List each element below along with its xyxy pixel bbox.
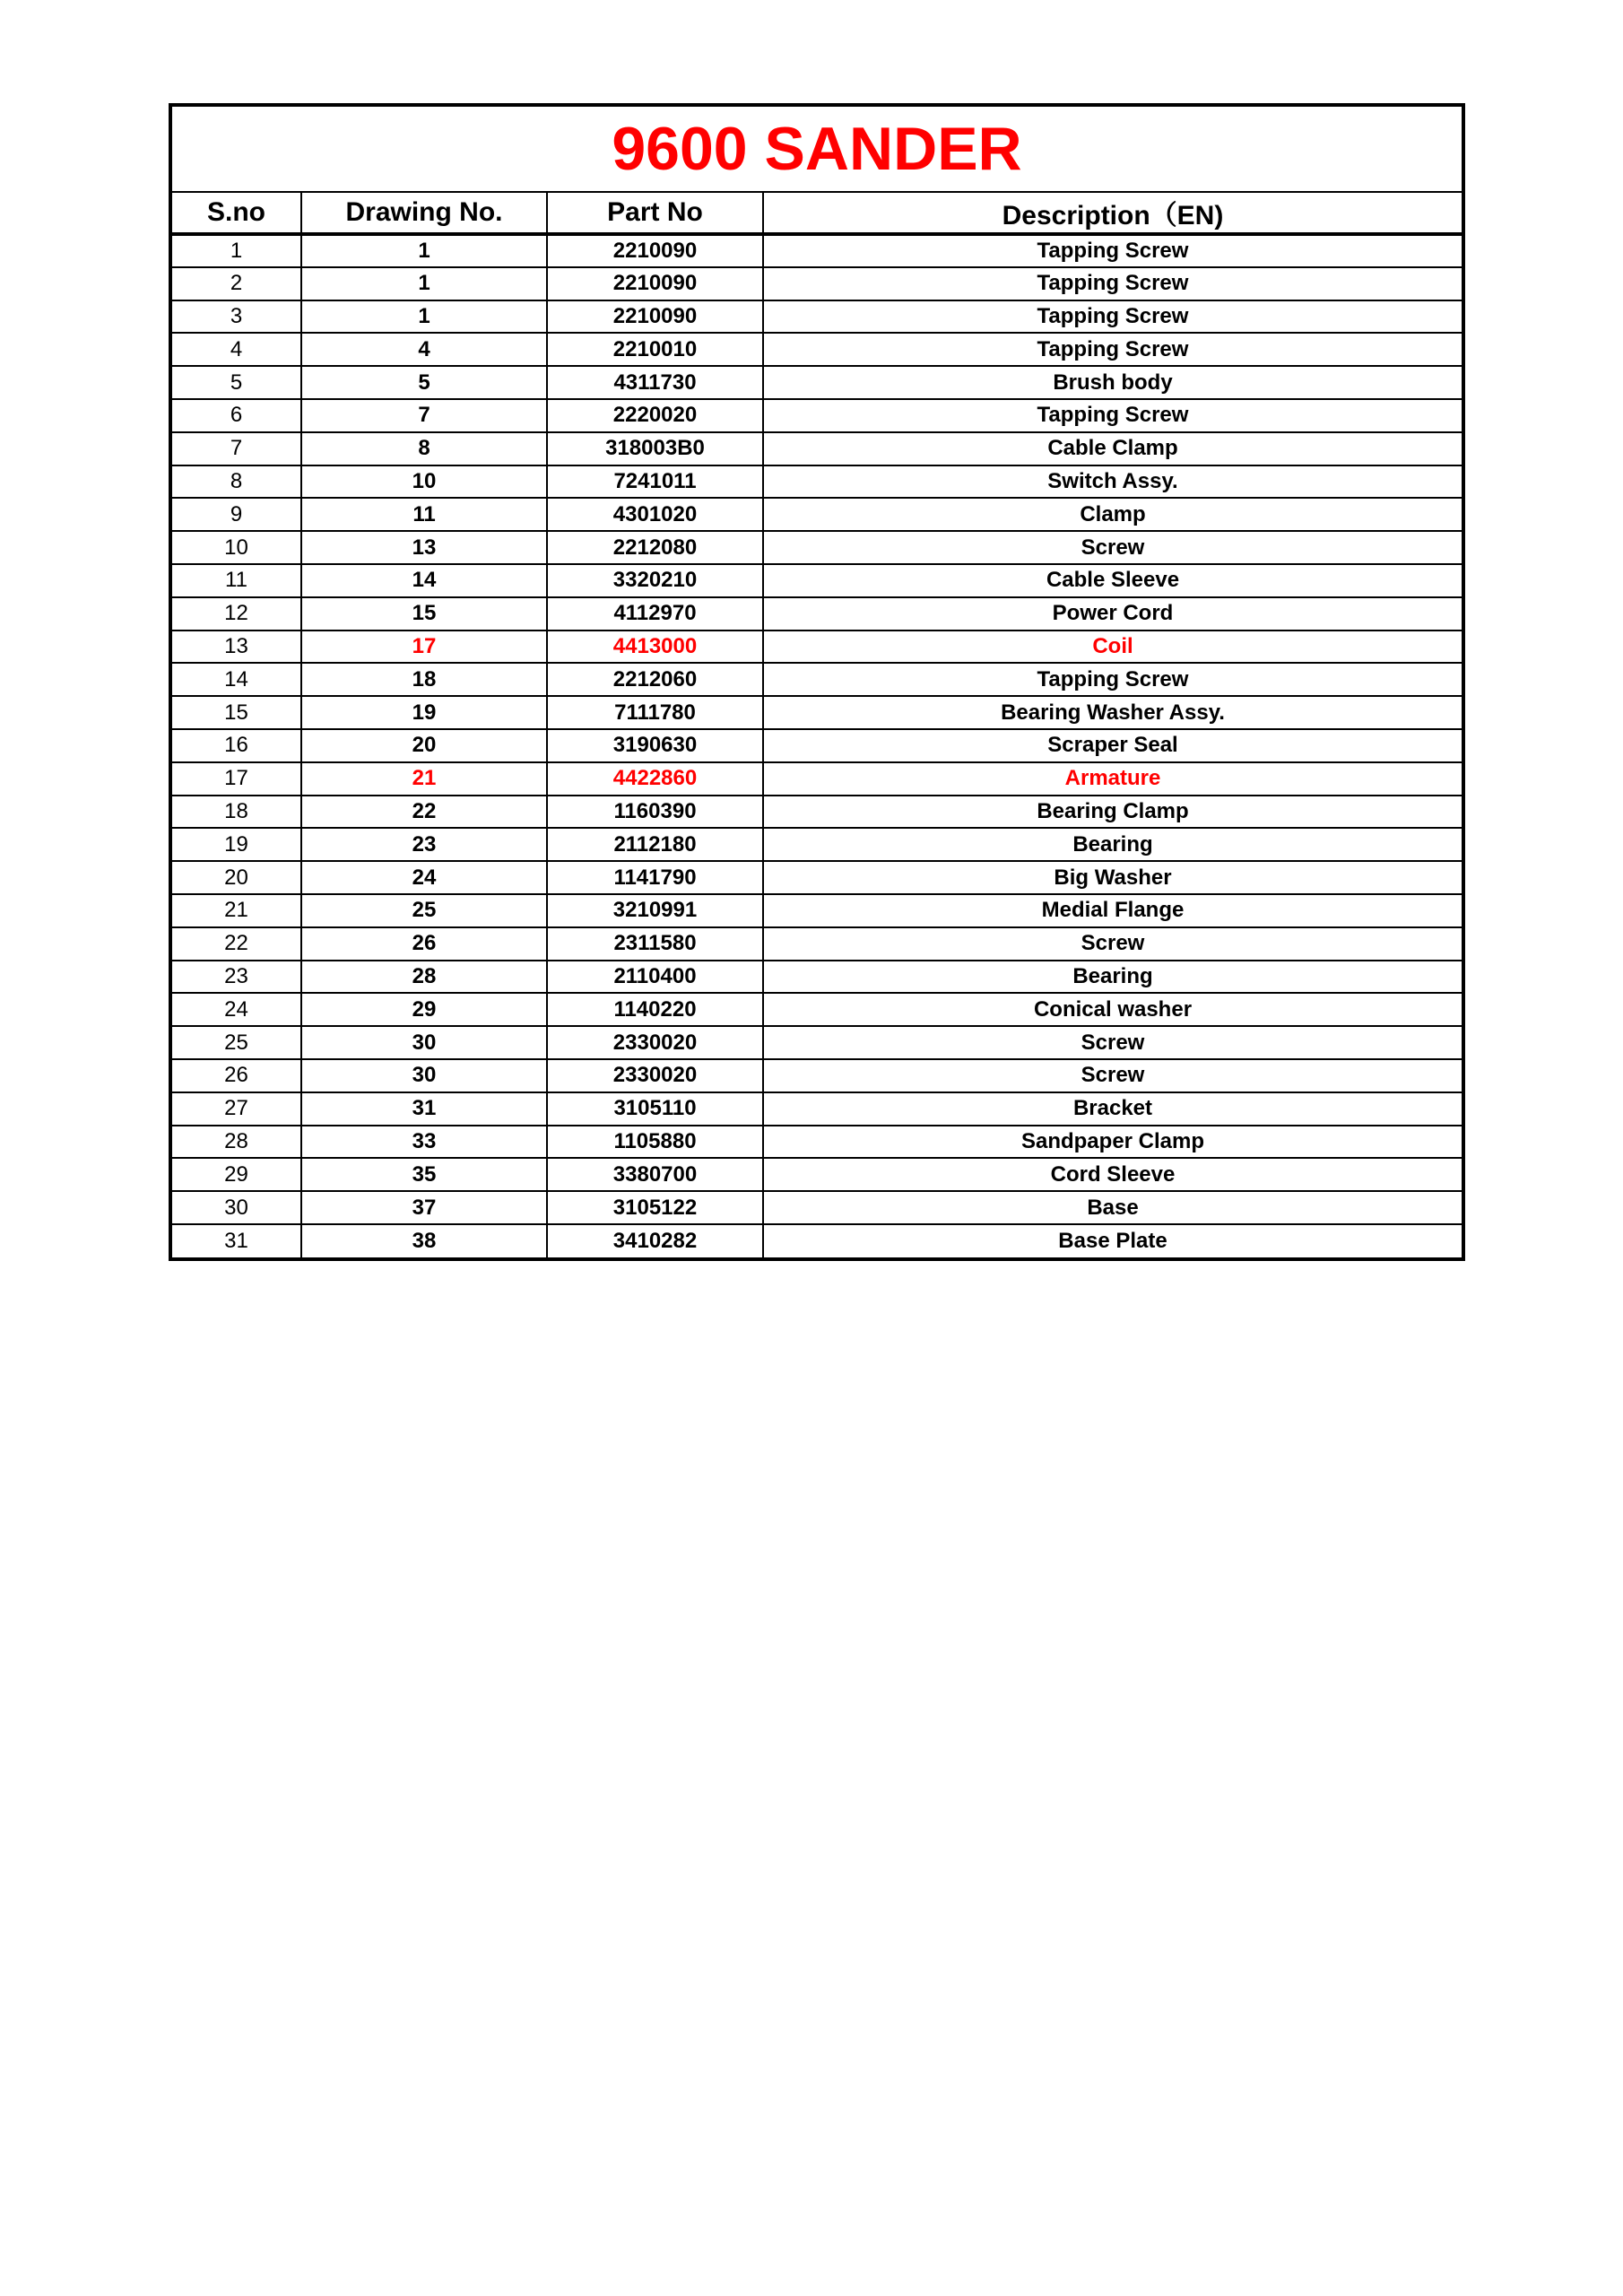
sno-cell: 19 bbox=[172, 828, 301, 861]
sno-cell: 2 bbox=[172, 267, 301, 300]
drawing-no-cell: 4 bbox=[301, 333, 547, 366]
sno-cell: 16 bbox=[172, 729, 301, 762]
description-cell: Switch Assy. bbox=[763, 465, 1462, 499]
description-cell: Bearing bbox=[763, 828, 1462, 861]
description-cell: Tapping Screw bbox=[763, 300, 1462, 334]
drawing-no-cell: 37 bbox=[301, 1191, 547, 1224]
parts-list-sheet bbox=[169, 103, 1465, 1261]
table-header bbox=[172, 193, 1462, 234]
drawing-no-cell: 31 bbox=[301, 1092, 547, 1126]
table-row bbox=[172, 1224, 1462, 1257]
part-no-cell: 2212080 bbox=[547, 531, 763, 564]
header-row bbox=[172, 193, 1462, 234]
drawing-no-cell: 21 bbox=[301, 762, 547, 796]
sno-cell: 13 bbox=[172, 631, 301, 664]
part-no-cell: 2330020 bbox=[547, 1026, 763, 1059]
title-row bbox=[172, 107, 1462, 193]
table-row bbox=[172, 762, 1462, 796]
description-cell: Power Cord bbox=[763, 597, 1462, 631]
table-row bbox=[172, 631, 1462, 664]
description-cell: Scraper Seal bbox=[763, 729, 1462, 762]
description-cell: Conical washer bbox=[763, 993, 1462, 1026]
drawing-no-cell: 13 bbox=[301, 531, 547, 564]
table-row bbox=[172, 300, 1462, 334]
drawing-no-cell: 1 bbox=[301, 300, 547, 334]
part-no-cell: 3410282 bbox=[547, 1224, 763, 1257]
table-row bbox=[172, 234, 1462, 267]
sno-cell: 18 bbox=[172, 796, 301, 829]
description-cell: Bracket bbox=[763, 1092, 1462, 1126]
part-no-cell: 4311730 bbox=[547, 366, 763, 399]
part-no-cell: 3320210 bbox=[547, 564, 763, 597]
sno-cell: 30 bbox=[172, 1191, 301, 1224]
drawing-no-cell: 1 bbox=[301, 234, 547, 267]
description-cell: Cable Clamp bbox=[763, 432, 1462, 465]
drawing-no-cell: 23 bbox=[301, 828, 547, 861]
description-cell: Coil bbox=[763, 631, 1462, 664]
part-no-cell: 3380700 bbox=[547, 1158, 763, 1191]
sno-cell: 17 bbox=[172, 762, 301, 796]
part-no-cell: 1140220 bbox=[547, 993, 763, 1026]
table-row bbox=[172, 531, 1462, 564]
sno-cell: 7 bbox=[172, 432, 301, 465]
description-cell: Tapping Screw bbox=[763, 267, 1462, 300]
part-no-cell: 1141790 bbox=[547, 861, 763, 894]
part-no-cell: 2112180 bbox=[547, 828, 763, 861]
sno-cell: 5 bbox=[172, 366, 301, 399]
part-no-cell: 2311580 bbox=[547, 927, 763, 961]
drawing-no-cell: 33 bbox=[301, 1126, 547, 1159]
drawing-no-cell: 5 bbox=[301, 366, 547, 399]
description-cell: Bearing Washer Assy. bbox=[763, 696, 1462, 729]
description-cell: Tapping Screw bbox=[763, 399, 1462, 432]
header-description: Description（EN) bbox=[763, 193, 1462, 234]
drawing-no-cell: 8 bbox=[301, 432, 547, 465]
drawing-no-cell: 1 bbox=[301, 267, 547, 300]
drawing-no-cell: 7 bbox=[301, 399, 547, 432]
part-no-cell: 3190630 bbox=[547, 729, 763, 762]
table-row bbox=[172, 597, 1462, 631]
table-row bbox=[172, 267, 1462, 300]
description-cell: Tapping Screw bbox=[763, 663, 1462, 696]
part-no-cell: 2220020 bbox=[547, 399, 763, 432]
part-no-cell: 3105122 bbox=[547, 1191, 763, 1224]
drawing-no-cell: 29 bbox=[301, 993, 547, 1026]
description-cell: Screw bbox=[763, 927, 1462, 961]
part-no-cell: 1160390 bbox=[547, 796, 763, 829]
sno-cell: 27 bbox=[172, 1092, 301, 1126]
description-cell: Bearing Clamp bbox=[763, 796, 1462, 829]
part-no-cell: 2110400 bbox=[547, 961, 763, 994]
sno-cell: 31 bbox=[172, 1224, 301, 1257]
table-row bbox=[172, 1158, 1462, 1191]
sno-cell: 9 bbox=[172, 498, 301, 531]
sno-cell: 22 bbox=[172, 927, 301, 961]
table-row bbox=[172, 498, 1462, 531]
sno-cell: 26 bbox=[172, 1059, 301, 1092]
table-row bbox=[172, 432, 1462, 465]
header-sno: S.no bbox=[172, 193, 301, 234]
part-no-cell: 4413000 bbox=[547, 631, 763, 664]
table-row bbox=[172, 796, 1462, 829]
table-row bbox=[172, 1059, 1462, 1092]
description-cell: Cord Sleeve bbox=[763, 1158, 1462, 1191]
description-cell: Cable Sleeve bbox=[763, 564, 1462, 597]
description-cell: Screw bbox=[763, 1026, 1462, 1059]
description-cell: Tapping Screw bbox=[763, 234, 1462, 267]
sno-cell: 4 bbox=[172, 333, 301, 366]
part-no-cell: 4422860 bbox=[547, 762, 763, 796]
drawing-no-cell: 24 bbox=[301, 861, 547, 894]
table-row bbox=[172, 465, 1462, 499]
sno-cell: 28 bbox=[172, 1126, 301, 1159]
sno-cell: 25 bbox=[172, 1026, 301, 1059]
description-cell: Brush body bbox=[763, 366, 1462, 399]
description-cell: Sandpaper Clamp bbox=[763, 1126, 1462, 1159]
drawing-no-cell: 30 bbox=[301, 1059, 547, 1092]
part-no-cell: 7241011 bbox=[547, 465, 763, 499]
sno-cell: 8 bbox=[172, 465, 301, 499]
sno-cell: 11 bbox=[172, 564, 301, 597]
part-no-cell: 3210991 bbox=[547, 894, 763, 927]
table-row bbox=[172, 663, 1462, 696]
sno-cell: 29 bbox=[172, 1158, 301, 1191]
table-row bbox=[172, 993, 1462, 1026]
sno-cell: 14 bbox=[172, 663, 301, 696]
table-row bbox=[172, 927, 1462, 961]
description-cell: Big Washer bbox=[763, 861, 1462, 894]
table-row bbox=[172, 333, 1462, 366]
drawing-no-cell: 15 bbox=[301, 597, 547, 631]
part-no-cell: 2210090 bbox=[547, 234, 763, 267]
drawing-no-cell: 14 bbox=[301, 564, 547, 597]
table-row bbox=[172, 696, 1462, 729]
table-row bbox=[172, 894, 1462, 927]
parts-table bbox=[172, 193, 1462, 1257]
header-part-no: Part No bbox=[547, 193, 763, 234]
part-no-cell: 2212060 bbox=[547, 663, 763, 696]
sno-cell: 20 bbox=[172, 861, 301, 894]
sno-cell: 12 bbox=[172, 597, 301, 631]
drawing-no-cell: 25 bbox=[301, 894, 547, 927]
table-row bbox=[172, 1126, 1462, 1159]
part-no-cell: 318003B0 bbox=[547, 432, 763, 465]
sno-cell: 10 bbox=[172, 531, 301, 564]
table-row bbox=[172, 366, 1462, 399]
sno-cell: 3 bbox=[172, 300, 301, 334]
table-row bbox=[172, 1092, 1462, 1126]
drawing-no-cell: 28 bbox=[301, 961, 547, 994]
table-row bbox=[172, 564, 1462, 597]
drawing-no-cell: 10 bbox=[301, 465, 547, 499]
part-no-cell: 2330020 bbox=[547, 1059, 763, 1092]
drawing-no-cell: 20 bbox=[301, 729, 547, 762]
table-row bbox=[172, 1191, 1462, 1224]
description-cell: Clamp bbox=[763, 498, 1462, 531]
drawing-no-cell: 30 bbox=[301, 1026, 547, 1059]
description-cell: Tapping Screw bbox=[763, 333, 1462, 366]
part-no-cell: 4112970 bbox=[547, 597, 763, 631]
part-no-cell: 7111780 bbox=[547, 696, 763, 729]
part-no-cell: 2210090 bbox=[547, 300, 763, 334]
part-no-cell: 3105110 bbox=[547, 1092, 763, 1126]
drawing-no-cell: 17 bbox=[301, 631, 547, 664]
part-no-cell: 4301020 bbox=[547, 498, 763, 531]
table-row bbox=[172, 1026, 1462, 1059]
drawing-no-cell: 38 bbox=[301, 1224, 547, 1257]
drawing-no-cell: 22 bbox=[301, 796, 547, 829]
drawing-no-cell: 11 bbox=[301, 498, 547, 531]
table-row bbox=[172, 729, 1462, 762]
sno-cell: 23 bbox=[172, 961, 301, 994]
description-cell: Bearing bbox=[763, 961, 1462, 994]
part-no-cell: 1105880 bbox=[547, 1126, 763, 1159]
description-cell: Medial Flange bbox=[763, 894, 1462, 927]
table-row bbox=[172, 861, 1462, 894]
description-cell: Armature bbox=[763, 762, 1462, 796]
page-title: 9600 SANDER bbox=[612, 115, 1022, 183]
part-no-cell: 2210090 bbox=[547, 267, 763, 300]
description-cell: Screw bbox=[763, 531, 1462, 564]
drawing-no-cell: 35 bbox=[301, 1158, 547, 1191]
drawing-no-cell: 18 bbox=[301, 663, 547, 696]
sno-cell: 21 bbox=[172, 894, 301, 927]
part-no-cell: 2210010 bbox=[547, 333, 763, 366]
description-cell: Base bbox=[763, 1191, 1462, 1224]
drawing-no-cell: 26 bbox=[301, 927, 547, 961]
drawing-no-cell: 19 bbox=[301, 696, 547, 729]
table-row bbox=[172, 828, 1462, 861]
sno-cell: 15 bbox=[172, 696, 301, 729]
description-cell: Screw bbox=[763, 1059, 1462, 1092]
sno-cell: 1 bbox=[172, 234, 301, 267]
sno-cell: 6 bbox=[172, 399, 301, 432]
header-drawing-no: Drawing No. bbox=[301, 193, 547, 234]
table-body bbox=[172, 234, 1462, 1257]
sno-cell: 24 bbox=[172, 993, 301, 1026]
table-row bbox=[172, 961, 1462, 994]
description-cell: Base Plate bbox=[1058, 1228, 1167, 1253]
table-row bbox=[172, 399, 1462, 432]
